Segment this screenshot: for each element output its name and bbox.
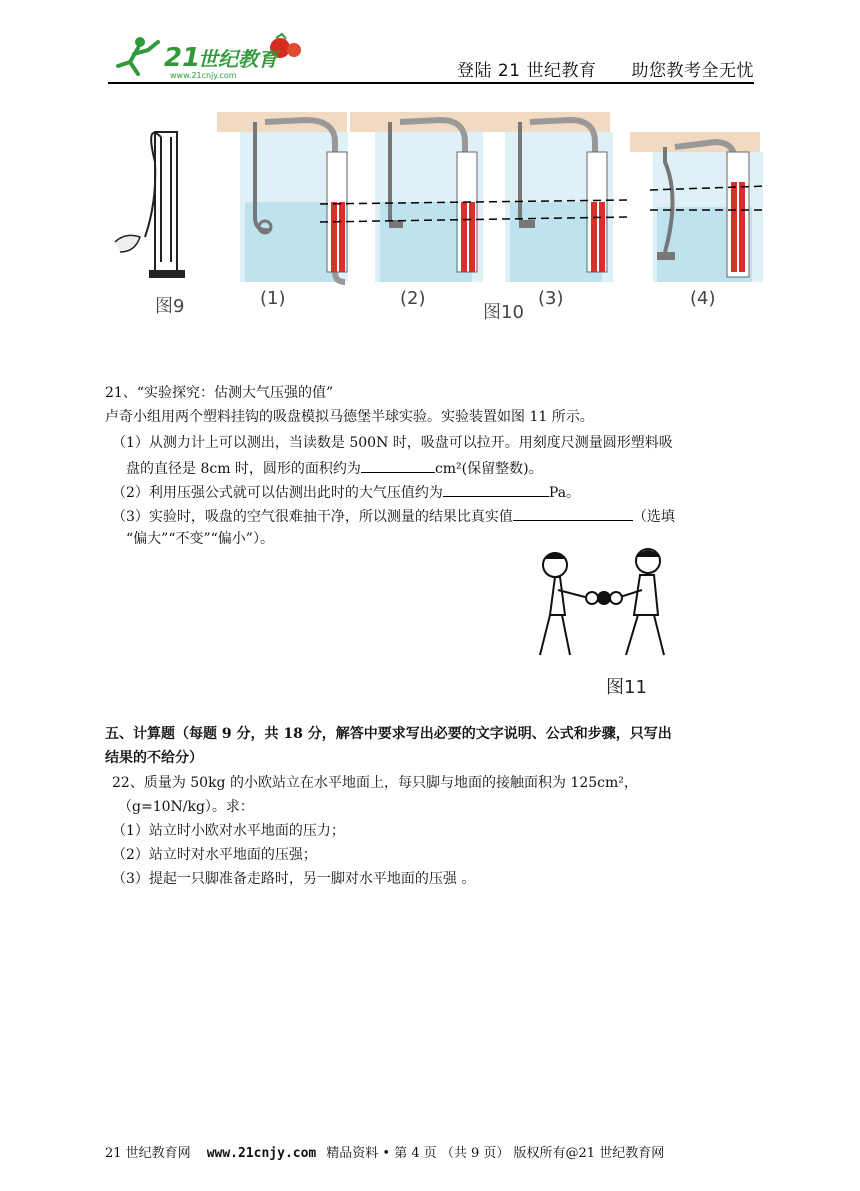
footer-page-info: 精品资料 • 第 4 页 （共 9 页） 版权所有@21 世纪教育网	[326, 1146, 665, 1161]
q21-part3-tail: （选填	[632, 509, 675, 525]
fig9-caption: 图9	[155, 296, 185, 317]
panel-label-2: (2)	[400, 288, 426, 309]
fig11-illustration	[530, 545, 670, 698]
q21-part1-text: 盘的直径是 8cm 时，圆形的面积约为	[126, 461, 361, 477]
panel-label-4: (4)	[690, 288, 716, 309]
logo-graphic	[108, 30, 308, 82]
panel-label-1: (1)	[260, 288, 286, 309]
q21-intro: 卢奇小组用两个塑料挂钩的吸盘模拟马德堡半球实验。实验装置如图 11 所示。	[105, 409, 594, 425]
q21-title: 21、“实验探究：估测大气压强的值”	[105, 385, 334, 401]
section5-heading-line2: 结果的不给分）	[105, 750, 203, 766]
header-divider	[108, 82, 754, 84]
tug-of-war-drawing	[530, 545, 670, 670]
q22-sub2: （2）站立时对水平地面的压强；	[112, 847, 317, 863]
q21-part2-text: （2）利用压强公式就可以估测出此时的大气压值约为	[112, 485, 443, 501]
q21-part1-line1: （1）从测力计上可以测出，当读数是 500N 时，吸盘可以拉开。用刻度尺测量圆形塑料吸	[112, 435, 673, 451]
fig9-gauge-illustration	[115, 132, 185, 278]
q21-part3-text: （3）实验时，吸盘的空气很难抽干净，所以测量的结果比真实值	[112, 509, 513, 525]
q21-part1-unit: cm²(保留整数)。	[434, 461, 543, 477]
site-logo	[108, 30, 308, 82]
logo-url: www.21cnjy.com	[170, 71, 237, 80]
q21-part1-line2	[126, 458, 543, 478]
panel-label-3: (3)	[538, 288, 564, 309]
q21-part2	[112, 482, 580, 502]
q22-line1: 22、质量为 50kg 的小欧站立在水平地面上，每只脚与地面的接触面积为 125cm²，	[112, 775, 638, 791]
fig11-caption: 图11	[606, 677, 647, 698]
fig10-caption: 图10	[483, 302, 524, 323]
page-footer	[105, 1142, 664, 1161]
answer-blank-comparison[interactable]	[513, 506, 633, 521]
svg-text:21: 21	[164, 43, 201, 73]
fig10-panel-3	[480, 112, 613, 282]
q21-part3-line2: “偏大”“不变”“偏小”）。	[126, 531, 274, 547]
answer-blank-pressure[interactable]	[443, 482, 549, 497]
pressure-gauge-figures	[105, 102, 767, 332]
q21-part2-unit: Pa。	[548, 485, 581, 501]
q22-sub3: （3）提起一只脚准备走路时，另一脚对水平地面的压强 。	[112, 871, 476, 887]
fig10-panel-2	[350, 112, 483, 282]
logo-text: 世纪教育	[198, 47, 278, 71]
fig10-panel-4	[630, 132, 763, 282]
section5-heading-line1: 五、计算题（每题 9 分，共 18 分，解答中要求写出必要的文字说明、公式和步骤，只写出	[105, 726, 672, 742]
footer-site: 21 世纪教育网	[105, 1146, 191, 1161]
answer-blank-area[interactable]	[361, 458, 435, 473]
fig10-panel-1	[217, 112, 348, 282]
figure-row	[105, 102, 767, 332]
q22-line2: （g=10N/kg）。求：	[118, 799, 254, 815]
footer-url-link[interactable]: www.21cnjy.com	[206, 1146, 317, 1161]
q22-sub1: （1）站立时小欧对水平地面的压力；	[112, 823, 345, 839]
q21-part3	[112, 506, 675, 526]
header-slogan: 登陆 21 世纪教育 助您教考全无忧	[457, 61, 754, 81]
